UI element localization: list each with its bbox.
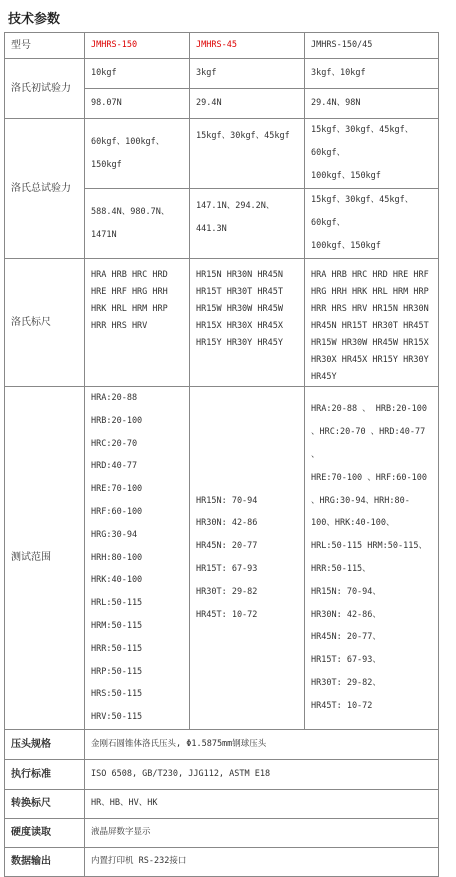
standard-label: 执行标准 <box>5 759 85 789</box>
cell-line: HRF:60-100 <box>91 506 143 517</box>
cell-line: HR30N: 42-86、 <box>311 609 381 620</box>
header-jmhrs-45 <box>190 33 305 59</box>
cell-line: 100kgf、150kgf <box>311 241 381 251</box>
cell-line: HRL:50-115 <box>91 598 143 609</box>
indenter-row <box>5 729 439 759</box>
conversion-label: 转换标尺 <box>5 789 85 818</box>
spec-table <box>4 32 439 877</box>
cell-line: HRS:50-115 <box>91 689 143 700</box>
cell <box>305 189 439 259</box>
cell-line: HR15T: 67-93 <box>196 563 258 574</box>
cell <box>190 189 305 259</box>
cell-line: HRR HRS HRV <box>91 321 148 331</box>
cell-line: HRG HRH HRK HRL HRM HRP <box>311 287 429 297</box>
cell-line: HRA:20-88 、 HRB:20-100 <box>311 404 427 415</box>
cell-line: 1471N <box>91 229 117 240</box>
cell-line: HRR:50-115、 <box>311 563 371 574</box>
header-model: 型号 <box>5 33 85 59</box>
cell-line: HR30T: 29-82 <box>196 586 258 597</box>
cell-line: 15kgf、30kgf、45kgf <box>196 131 290 141</box>
range-label: 测试范围 <box>5 387 85 730</box>
cell-line: HR15T HR30T HR45T <box>196 287 283 297</box>
cell-line: HRA HRB HRC HRD HRE HRF <box>311 270 429 280</box>
cell-line: 588.4N、980.7N、 <box>91 206 170 217</box>
cell: 29.4N、98N <box>305 89 439 119</box>
cell-line: 100、HRK:40-100、 <box>311 518 395 529</box>
cell-line: HR15N HR30N HR45N <box>196 270 283 280</box>
cell-line: HR15W HR30W HR45W HR15X <box>311 338 429 348</box>
cell <box>85 387 190 730</box>
cell-line: HR45N: 20-77、 <box>311 632 381 643</box>
cell-line: HRR:50-115 <box>91 643 143 654</box>
cell-line: HRG:30-94 <box>91 529 138 540</box>
cell-line: HRH:80-100 <box>91 552 143 563</box>
cell <box>85 189 190 259</box>
total-force-label: 洛氏总试验力 <box>5 119 85 259</box>
cell-line: 441.3N <box>196 224 227 234</box>
cell-line: 100kgf、150kgf <box>311 171 381 181</box>
conversion-value: HR、HB、HV、HK <box>85 789 439 818</box>
standard-row <box>5 759 439 789</box>
cell-line: 60kgf、100kgf、 <box>91 136 165 147</box>
cell <box>85 259 190 387</box>
cell-line: HRL:50-115 HRM:50-115、 <box>311 541 427 552</box>
initial-force-kgf-row <box>5 59 439 89</box>
cell-line: HR45N: 20-77 <box>196 541 258 552</box>
cell-line: HRD:40-77 <box>91 461 138 472</box>
cell-line: HR45T: 10-72 <box>196 609 258 620</box>
cell-line: HRE HRF HRG HRH <box>91 287 168 297</box>
initial-force-label: 洛氏初试验力 <box>5 59 85 119</box>
output-value: 内置打印机 RS-232接口 <box>85 847 439 876</box>
cell <box>305 259 439 387</box>
cell: 10kgf <box>85 59 190 89</box>
cell-line: 、HRC:20-70 、HRD:40-77 <box>311 427 426 438</box>
cell-line: 15kgf、30kgf、45kgf、 <box>311 195 414 205</box>
total-force-kgf-row <box>5 119 439 189</box>
scales-label: 洛氏标尺 <box>5 259 85 387</box>
cell-line: HR15T: 67-93、 <box>311 655 381 666</box>
section-title: 技术参数 <box>8 12 61 27</box>
reading-row <box>5 818 439 847</box>
cell: 3kgf、10kgf <box>305 59 439 89</box>
cell: 3kgf <box>190 59 305 89</box>
cell-line: HRP:50-115 <box>91 666 143 677</box>
cell-line: HR45N HR15T HR30T HR45T <box>311 321 429 331</box>
cell-line: 60kgf、 <box>311 218 346 228</box>
cell <box>305 119 439 189</box>
standard-value: ISO 6508, GB/T230, JJG112, ASTM E18 <box>85 759 439 789</box>
reading-value: 液晶屏数字显示 <box>85 818 439 847</box>
indenter-value: 金刚石圆锥体洛氏压头, Φ1.5875mm钢球压头 <box>85 729 439 759</box>
cell-line: HRE:70-100 <box>91 484 143 495</box>
cell-line: HR30N: 42-86 <box>196 518 258 529</box>
cell <box>85 119 190 189</box>
cell-line: HRK:40-100 <box>91 575 143 586</box>
cell-line: HR30T: 29-82、 <box>311 677 381 688</box>
header-jmhrs-150-45: JMHRS-150/45 <box>305 33 439 59</box>
cell-line: HRC:20-70 <box>91 438 138 449</box>
cell-line: HRE:70-100 、HRF:60-100 <box>311 472 427 483</box>
cell-line: 150kgf <box>91 159 122 170</box>
cell-line: 60kgf、 <box>311 148 346 158</box>
cell-line: HR15N: 70-94 <box>196 495 258 506</box>
cell-line: HRA HRB HRC HRD <box>91 270 168 280</box>
cell-line: HRR HRS HRV HR15N HR30N <box>311 304 429 314</box>
conversion-row <box>5 789 439 818</box>
cell-line: HRB:20-100 <box>91 415 143 426</box>
scales-row <box>5 259 439 387</box>
output-row <box>5 847 439 876</box>
cell <box>190 387 305 730</box>
cell-line: HRV:50-115 <box>91 712 143 723</box>
indenter-label: 压头规格 <box>5 729 85 759</box>
reading-label: 硬度读取 <box>5 818 85 847</box>
range-row <box>5 387 439 730</box>
cell-line: 15kgf、30kgf、45kgf、 <box>311 125 414 135</box>
cell-line: HRM:50-115 <box>91 620 143 631</box>
cell <box>190 259 305 387</box>
cell <box>305 387 439 730</box>
header-jmhrs-45-text: JMHRS-45 <box>196 40 237 50</box>
cell-line: 、HRG:30-94、HRH:80- <box>311 495 410 506</box>
cell <box>190 119 305 189</box>
cell-line: HRK HRL HRM HRP <box>91 304 168 314</box>
cell-line: HR15N: 70-94、 <box>311 586 381 597</box>
cell-line: HR15Y HR30Y HR45Y <box>196 338 283 348</box>
cell-line: HR15W HR30W HR45W <box>196 304 283 314</box>
header-jmhrs-150: JMHRS-150 <box>85 33 190 59</box>
cell-line: HR15X HR30X HR45X <box>196 321 283 331</box>
cell-line: HR45Y <box>311 372 337 382</box>
cell: 29.4N <box>190 89 305 119</box>
cell-line: 147.1N、294.2N、 <box>196 201 275 211</box>
cell-line: HR45T: 10-72 <box>311 700 373 711</box>
cell: 98.07N <box>85 89 190 119</box>
header-row <box>5 33 439 59</box>
output-label: 数据输出 <box>5 847 85 876</box>
cell-line: HRA:20-88 <box>91 393 138 403</box>
cell-line: 、 <box>311 449 320 460</box>
cell-line: HR30X HR45X HR15Y HR30Y <box>311 355 429 365</box>
